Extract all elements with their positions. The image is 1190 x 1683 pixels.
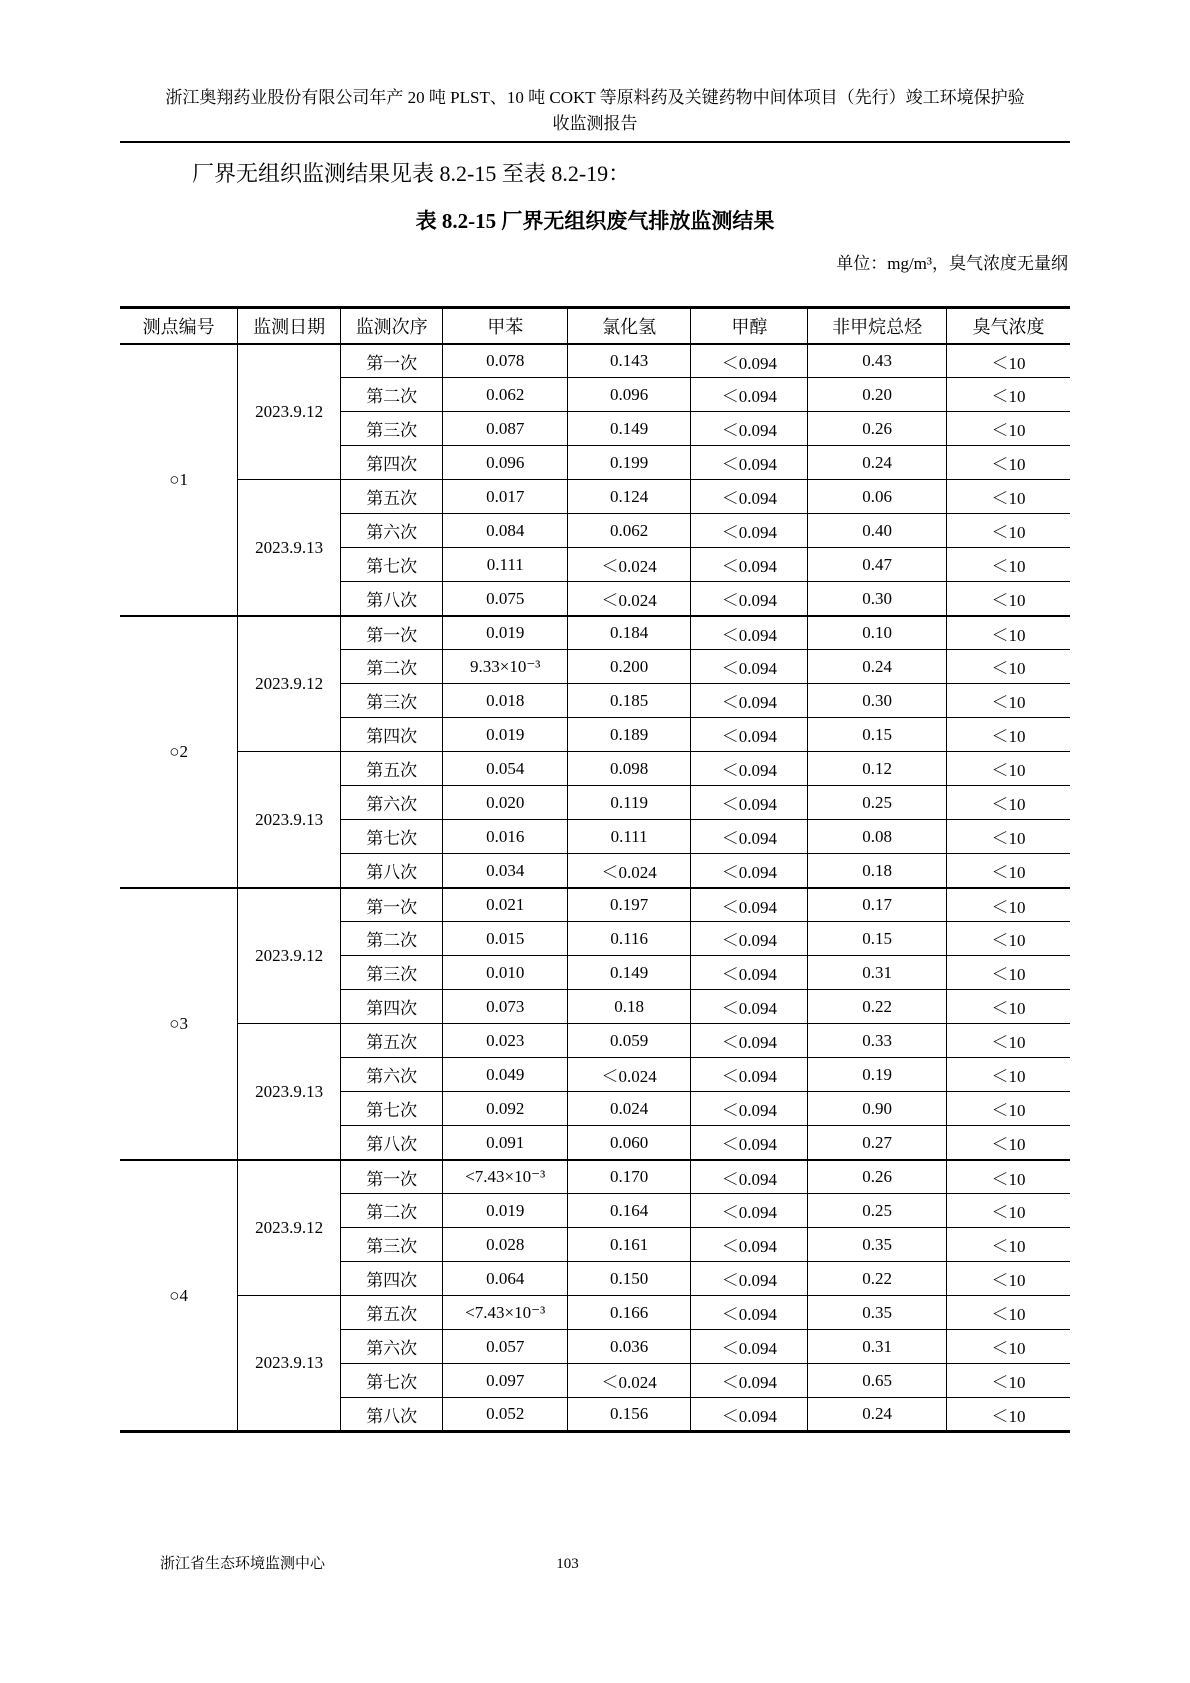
value-cell: ＜10 bbox=[946, 1296, 1070, 1330]
value-cell: ＜10 bbox=[946, 1092, 1070, 1126]
document-header-line2: 收监测报告 bbox=[552, 114, 638, 134]
monitor-order-cell: 第四次 bbox=[340, 446, 443, 480]
monitor-order-cell: 第八次 bbox=[340, 1126, 443, 1160]
value-cell: ＜10 bbox=[946, 888, 1070, 922]
monitor-order-cell: 第六次 bbox=[340, 1330, 443, 1364]
document-header-line1: 浙江奥翔药业股份有限公司年产 20 吨 PLST、10 吨 COKT 等原料药及关键药物中间体项目（先行）竣工环境保护验 bbox=[165, 88, 1025, 107]
value-cell: 0.31 bbox=[808, 956, 947, 990]
monitor-date-cell: 2023.9.13 bbox=[238, 480, 341, 616]
value-cell: 0.016 bbox=[443, 820, 567, 854]
value-cell: <7.43×10⁻³ bbox=[443, 1296, 567, 1330]
value-cell: 0.200 bbox=[567, 650, 691, 684]
value-cell: ＜10 bbox=[946, 1126, 1070, 1160]
value-cell: 0.059 bbox=[567, 1024, 691, 1058]
monitor-order-cell: 第四次 bbox=[340, 1262, 443, 1296]
table-title: 表 8.2-15 厂界无组织废气排放监测结果 bbox=[415, 209, 775, 234]
value-cell: 0.023 bbox=[443, 1024, 567, 1058]
monitor-order-cell: 第八次 bbox=[340, 1398, 443, 1432]
monitor-order-cell: 第五次 bbox=[340, 752, 443, 786]
value-cell: 0.091 bbox=[443, 1126, 567, 1160]
value-cell: ＜10 bbox=[946, 718, 1070, 752]
value-cell: 0.054 bbox=[443, 752, 567, 786]
value-cell: ＜0.094 bbox=[691, 514, 808, 548]
table-header-row bbox=[120, 308, 1070, 344]
value-cell: 0.019 bbox=[443, 1194, 567, 1228]
point-id-cell: ○4 bbox=[120, 1160, 238, 1432]
value-cell: 0.092 bbox=[443, 1092, 567, 1126]
monitor-date-cell: 2023.9.12 bbox=[238, 1160, 341, 1296]
value-cell: ＜10 bbox=[946, 1024, 1070, 1058]
value-cell: ＜10 bbox=[946, 1262, 1070, 1296]
value-cell: 0.30 bbox=[808, 684, 947, 718]
column-header: 监测日期 bbox=[238, 308, 341, 344]
value-cell: 0.034 bbox=[443, 854, 567, 888]
value-cell: 0.19 bbox=[808, 1058, 947, 1092]
value-cell: ＜0.094 bbox=[691, 378, 808, 412]
value-cell: ＜0.094 bbox=[691, 786, 808, 820]
value-cell: 0.65 bbox=[808, 1364, 947, 1398]
value-cell: 0.150 bbox=[567, 1262, 691, 1296]
value-cell: 0.049 bbox=[443, 1058, 567, 1092]
value-cell: 0.097 bbox=[443, 1364, 567, 1398]
footer-organization: 浙江省生态环境监测中心 bbox=[160, 1556, 326, 1572]
value-cell: 0.015 bbox=[443, 922, 567, 956]
monitor-order-cell: 第七次 bbox=[340, 820, 443, 854]
value-cell: 0.27 bbox=[808, 1126, 947, 1160]
monitor-order-cell: 第七次 bbox=[340, 548, 443, 582]
value-cell: ＜0.024 bbox=[567, 854, 691, 888]
value-cell: ＜10 bbox=[946, 956, 1070, 990]
value-cell: ＜0.094 bbox=[691, 1092, 808, 1126]
value-cell: 0.124 bbox=[567, 480, 691, 514]
value-cell: 9.33×10⁻³ bbox=[443, 650, 567, 684]
monitor-order-cell: 第二次 bbox=[340, 922, 443, 956]
monitor-order-cell: 第五次 bbox=[340, 1296, 443, 1330]
value-cell: 0.064 bbox=[443, 1262, 567, 1296]
value-cell: 0.060 bbox=[567, 1126, 691, 1160]
value-cell: 0.184 bbox=[567, 616, 691, 650]
monitor-date-cell: 2023.9.12 bbox=[238, 616, 341, 752]
point-id-cell: ○3 bbox=[120, 888, 238, 1160]
value-cell: ＜0.094 bbox=[691, 1296, 808, 1330]
value-cell: 0.019 bbox=[443, 718, 567, 752]
results-table bbox=[120, 306, 1070, 1433]
monitor-order-cell: 第三次 bbox=[340, 1228, 443, 1262]
column-header: 非甲烷总烃 bbox=[808, 308, 947, 344]
value-cell: 0.22 bbox=[808, 1262, 947, 1296]
value-cell: 0.18 bbox=[808, 854, 947, 888]
value-cell: 0.084 bbox=[443, 514, 567, 548]
monitor-date-cell: 2023.9.13 bbox=[238, 1296, 341, 1432]
value-cell: 0.197 bbox=[567, 888, 691, 922]
monitor-order-cell: 第一次 bbox=[340, 344, 443, 378]
value-cell: ＜0.094 bbox=[691, 820, 808, 854]
value-cell: ＜10 bbox=[946, 786, 1070, 820]
value-cell: 0.161 bbox=[567, 1228, 691, 1262]
value-cell: ＜0.094 bbox=[691, 344, 808, 378]
value-cell: ＜0.024 bbox=[567, 582, 691, 616]
column-header: 测点编号 bbox=[120, 308, 238, 344]
value-cell: 0.164 bbox=[567, 1194, 691, 1228]
monitor-date-cell: 2023.9.13 bbox=[238, 1024, 341, 1160]
value-cell: ＜0.094 bbox=[691, 548, 808, 582]
value-cell: 0.166 bbox=[567, 1296, 691, 1330]
value-cell: ＜0.094 bbox=[691, 650, 808, 684]
column-header: 甲醇 bbox=[691, 308, 808, 344]
value-cell: 0.20 bbox=[808, 378, 947, 412]
monitor-order-cell: 第六次 bbox=[340, 1058, 443, 1092]
value-cell: 0.15 bbox=[808, 718, 947, 752]
value-cell: ＜10 bbox=[946, 1160, 1070, 1194]
value-cell: 0.111 bbox=[567, 820, 691, 854]
value-cell: 0.149 bbox=[567, 412, 691, 446]
page-number: 103 bbox=[556, 1556, 579, 1572]
value-cell: ＜0.094 bbox=[691, 956, 808, 990]
value-cell: 0.47 bbox=[808, 548, 947, 582]
value-cell: 0.020 bbox=[443, 786, 567, 820]
monitor-order-cell: 第三次 bbox=[340, 684, 443, 718]
point-id-cell: ○2 bbox=[120, 616, 238, 888]
value-cell: 0.35 bbox=[808, 1296, 947, 1330]
value-cell: ＜10 bbox=[946, 650, 1070, 684]
value-cell: 0.15 bbox=[808, 922, 947, 956]
table-row bbox=[120, 344, 1070, 378]
value-cell: ＜0.094 bbox=[691, 684, 808, 718]
value-cell: 0.156 bbox=[567, 1398, 691, 1432]
value-cell: 0.021 bbox=[443, 888, 567, 922]
value-cell: 0.43 bbox=[808, 344, 947, 378]
monitor-order-cell: 第一次 bbox=[340, 888, 443, 922]
point-id-cell: ○1 bbox=[120, 344, 238, 616]
value-cell: 0.40 bbox=[808, 514, 947, 548]
monitor-order-cell: 第五次 bbox=[340, 480, 443, 514]
monitor-order-cell: 第一次 bbox=[340, 616, 443, 650]
value-cell: 0.12 bbox=[808, 752, 947, 786]
value-cell: ＜10 bbox=[946, 1194, 1070, 1228]
column-header: 臭气浓度 bbox=[946, 308, 1070, 344]
value-cell: ＜0.094 bbox=[691, 582, 808, 616]
value-cell: 0.18 bbox=[567, 990, 691, 1024]
value-cell: 0.199 bbox=[567, 446, 691, 480]
value-cell: 0.073 bbox=[443, 990, 567, 1024]
monitor-date-cell: 2023.9.12 bbox=[238, 344, 341, 480]
value-cell: ＜10 bbox=[946, 446, 1070, 480]
value-cell: ＜0.024 bbox=[567, 1364, 691, 1398]
monitor-order-cell: 第四次 bbox=[340, 718, 443, 752]
monitor-order-cell: 第七次 bbox=[340, 1364, 443, 1398]
monitor-order-cell: 第七次 bbox=[340, 1092, 443, 1126]
value-cell: 0.017 bbox=[443, 480, 567, 514]
value-cell: ＜10 bbox=[946, 344, 1070, 378]
monitor-date-cell: 2023.9.13 bbox=[238, 752, 341, 888]
value-cell: ＜10 bbox=[946, 752, 1070, 786]
value-cell: 0.90 bbox=[808, 1092, 947, 1126]
value-cell: ＜0.094 bbox=[691, 752, 808, 786]
value-cell: 0.087 bbox=[443, 412, 567, 446]
table-row bbox=[120, 616, 1070, 650]
value-cell: 0.010 bbox=[443, 956, 567, 990]
value-cell: 0.31 bbox=[808, 1330, 947, 1364]
value-cell: ＜0.094 bbox=[691, 1398, 808, 1432]
value-cell: 0.024 bbox=[567, 1092, 691, 1126]
value-cell: ＜10 bbox=[946, 1398, 1070, 1432]
value-cell: 0.24 bbox=[808, 650, 947, 684]
column-header: 甲苯 bbox=[443, 308, 567, 344]
monitor-order-cell: 第六次 bbox=[340, 514, 443, 548]
column-header: 氯化氢 bbox=[567, 308, 691, 344]
value-cell: ＜0.024 bbox=[567, 548, 691, 582]
value-cell: 0.111 bbox=[443, 548, 567, 582]
table-row bbox=[120, 480, 1070, 514]
value-cell: ＜0.094 bbox=[691, 1160, 808, 1194]
monitor-order-cell: 第四次 bbox=[340, 990, 443, 1024]
value-cell: 0.116 bbox=[567, 922, 691, 956]
value-cell: 0.25 bbox=[808, 786, 947, 820]
value-cell: ＜0.094 bbox=[691, 922, 808, 956]
value-cell: ＜10 bbox=[946, 1228, 1070, 1262]
monitor-order-cell: 第三次 bbox=[340, 956, 443, 990]
value-cell: 0.019 bbox=[443, 616, 567, 650]
value-cell: 0.26 bbox=[808, 1160, 947, 1194]
value-cell: 0.143 bbox=[567, 344, 691, 378]
value-cell: 0.35 bbox=[808, 1228, 947, 1262]
value-cell: ＜0.094 bbox=[691, 446, 808, 480]
value-cell: ＜10 bbox=[946, 922, 1070, 956]
value-cell: 0.30 bbox=[808, 582, 947, 616]
monitor-order-cell: 第八次 bbox=[340, 582, 443, 616]
value-cell: 0.078 bbox=[443, 344, 567, 378]
value-cell: 0.096 bbox=[443, 446, 567, 480]
value-cell: ＜0.094 bbox=[691, 718, 808, 752]
value-cell: 0.052 bbox=[443, 1398, 567, 1432]
value-cell: 0.062 bbox=[567, 514, 691, 548]
value-cell: 0.10 bbox=[808, 616, 947, 650]
value-cell: ＜0.094 bbox=[691, 1228, 808, 1262]
intro-paragraph: 厂界无组织监测结果见表 8.2-15 至表 8.2-19： bbox=[192, 160, 631, 186]
value-cell: 0.096 bbox=[567, 378, 691, 412]
value-cell: ＜10 bbox=[946, 990, 1070, 1024]
value-cell: ＜0.094 bbox=[691, 412, 808, 446]
value-cell: 0.22 bbox=[808, 990, 947, 1024]
value-cell: ＜10 bbox=[946, 820, 1070, 854]
value-cell: ＜10 bbox=[946, 1364, 1070, 1398]
value-cell: ＜0.094 bbox=[691, 1126, 808, 1160]
value-cell: 0.018 bbox=[443, 684, 567, 718]
value-cell: ＜0.094 bbox=[691, 888, 808, 922]
value-cell: 0.057 bbox=[443, 1330, 567, 1364]
monitor-order-cell: 第二次 bbox=[340, 378, 443, 412]
table-row bbox=[120, 1160, 1070, 1194]
value-cell: ＜0.094 bbox=[691, 1024, 808, 1058]
monitor-date-cell: 2023.9.12 bbox=[238, 888, 341, 1024]
value-cell: ＜0.094 bbox=[691, 1364, 808, 1398]
value-cell: 0.075 bbox=[443, 582, 567, 616]
value-cell: ＜10 bbox=[946, 1058, 1070, 1092]
column-header: 监测次序 bbox=[340, 308, 443, 344]
value-cell: ＜0.094 bbox=[691, 1058, 808, 1092]
value-cell: 0.028 bbox=[443, 1228, 567, 1262]
value-cell: ＜10 bbox=[946, 854, 1070, 888]
monitor-order-cell: 第二次 bbox=[340, 650, 443, 684]
value-cell: 0.189 bbox=[567, 718, 691, 752]
value-cell: 0.17 bbox=[808, 888, 947, 922]
value-cell: ＜0.094 bbox=[691, 616, 808, 650]
value-cell: 0.098 bbox=[567, 752, 691, 786]
table-row bbox=[120, 888, 1070, 922]
value-cell: ＜0.094 bbox=[691, 990, 808, 1024]
value-cell: ＜10 bbox=[946, 514, 1070, 548]
value-cell: 0.185 bbox=[567, 684, 691, 718]
value-cell: 0.24 bbox=[808, 446, 947, 480]
table-row bbox=[120, 1024, 1070, 1058]
value-cell: 0.06 bbox=[808, 480, 947, 514]
document-header bbox=[120, 85, 1070, 143]
value-cell: <7.43×10⁻³ bbox=[443, 1160, 567, 1194]
value-cell: ＜0.094 bbox=[691, 480, 808, 514]
value-cell: ＜10 bbox=[946, 548, 1070, 582]
value-cell: ＜10 bbox=[946, 480, 1070, 514]
value-cell: 0.062 bbox=[443, 378, 567, 412]
value-cell: 0.25 bbox=[808, 1194, 947, 1228]
value-cell: ＜0.094 bbox=[691, 1262, 808, 1296]
value-cell: ＜10 bbox=[946, 616, 1070, 650]
value-cell: 0.33 bbox=[808, 1024, 947, 1058]
table-row bbox=[120, 1296, 1070, 1330]
monitor-order-cell: 第三次 bbox=[340, 412, 443, 446]
value-cell: ＜10 bbox=[946, 412, 1070, 446]
table-row bbox=[120, 752, 1070, 786]
value-cell: ＜0.024 bbox=[567, 1058, 691, 1092]
unit-note: 单位：mg/m³，臭气浓度无量纲 bbox=[836, 254, 1068, 274]
monitor-order-cell: 第六次 bbox=[340, 786, 443, 820]
value-cell: 0.08 bbox=[808, 820, 947, 854]
value-cell: ＜10 bbox=[946, 1330, 1070, 1364]
value-cell: ＜0.094 bbox=[691, 1330, 808, 1364]
value-cell: ＜10 bbox=[946, 684, 1070, 718]
value-cell: 0.24 bbox=[808, 1398, 947, 1432]
monitor-order-cell: 第一次 bbox=[340, 1160, 443, 1194]
value-cell: 0.170 bbox=[567, 1160, 691, 1194]
monitor-order-cell: 第二次 bbox=[340, 1194, 443, 1228]
value-cell: ＜0.094 bbox=[691, 854, 808, 888]
value-cell: ＜10 bbox=[946, 378, 1070, 412]
value-cell: ＜10 bbox=[946, 582, 1070, 616]
value-cell: 0.119 bbox=[567, 786, 691, 820]
value-cell: 0.26 bbox=[808, 412, 947, 446]
value-cell: ＜0.094 bbox=[691, 1194, 808, 1228]
monitor-order-cell: 第八次 bbox=[340, 854, 443, 888]
value-cell: 0.036 bbox=[567, 1330, 691, 1364]
value-cell: 0.149 bbox=[567, 956, 691, 990]
monitor-order-cell: 第五次 bbox=[340, 1024, 443, 1058]
